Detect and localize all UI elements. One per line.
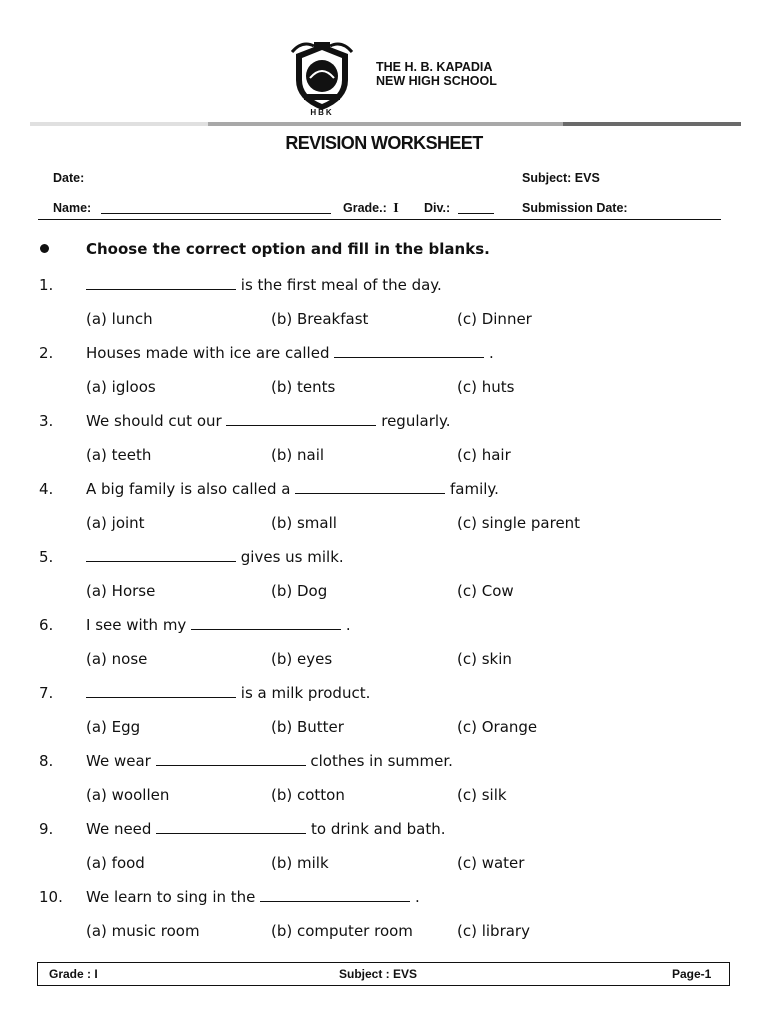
submission-date-label: Submission Date:	[522, 201, 628, 215]
answer-option: (b) computer room	[271, 922, 413, 940]
question-pre-text: We need	[86, 820, 152, 838]
question-text	[86, 276, 442, 294]
question-number: 4.	[39, 480, 54, 498]
question-number: 1.	[39, 276, 54, 294]
answer-option: (a) music room	[86, 922, 200, 940]
question-pre-text: We should cut our	[86, 412, 222, 430]
grade-field	[343, 201, 399, 217]
answer-option: (c) single parent	[457, 514, 581, 532]
answer-option: (c) huts	[457, 378, 515, 396]
question-pre-text: We learn to sing in the	[86, 888, 256, 906]
answer-blank[interactable]	[86, 277, 236, 290]
answer-option: (b) milk	[271, 854, 329, 872]
answer-option: (a) nose	[86, 650, 148, 668]
answer-option: (b) tents	[271, 378, 336, 396]
answer-option: (c) water	[457, 854, 525, 872]
question-post-text: .	[489, 344, 494, 362]
answer-option: (b) eyes	[271, 650, 333, 668]
answer-option: (a) Egg	[86, 718, 141, 736]
question-text	[86, 684, 370, 702]
date-label: Date:	[53, 171, 85, 185]
question-number: 2.	[39, 344, 54, 362]
answer-blank[interactable]	[334, 345, 484, 358]
subject-field	[522, 171, 600, 185]
div-label: Div.:	[424, 201, 451, 215]
answer-option: (a) woollen	[86, 786, 170, 804]
answer-blank[interactable]	[86, 549, 236, 562]
subject-label: Subject:	[522, 171, 572, 185]
answer-option: (b) cotton	[271, 786, 345, 804]
grade-value: I	[393, 201, 399, 216]
question-post-text: to drink and bath.	[311, 820, 446, 838]
answer-option: (b) nail	[271, 446, 325, 464]
div-field-line[interactable]	[458, 213, 494, 214]
answer-option: (a) food	[86, 854, 145, 872]
question-post-text: regularly.	[381, 412, 451, 430]
info-divider	[38, 219, 721, 220]
question-post-text: .	[414, 888, 420, 906]
question-number: 9.	[39, 820, 54, 838]
answer-blank[interactable]	[226, 413, 376, 426]
answer-option: (c) library	[457, 922, 530, 940]
question-text	[86, 412, 451, 430]
question-number: 8.	[39, 752, 54, 770]
question-pre-text: A big family is also called a	[86, 480, 291, 498]
school-name-line2: NEW HIGH SCHOOL	[376, 74, 497, 88]
header-rule-right	[563, 122, 741, 126]
question-pre-text: Houses made with ice are called	[86, 344, 330, 362]
question-number: 7.	[39, 684, 54, 702]
answer-option: (a) teeth	[86, 446, 152, 464]
question-post-text: gives us milk.	[240, 548, 344, 566]
question-text	[86, 480, 499, 498]
footer-page: Page-1	[672, 967, 712, 981]
bullet-icon	[40, 244, 49, 253]
question-number: 5.	[39, 548, 54, 566]
answer-option: (c) Dinner	[457, 310, 532, 328]
footer-subject: Subject : EVS	[339, 967, 418, 981]
answer-option: (c) Orange	[457, 718, 538, 736]
answer-blank[interactable]	[295, 481, 445, 494]
logo-text: HBK	[310, 108, 334, 116]
answer-option: (c) hair	[457, 446, 511, 464]
answer-option: (a) joint	[86, 514, 145, 532]
header-rule-middle	[208, 122, 563, 126]
answer-blank[interactable]	[191, 617, 341, 630]
question-pre-text: I see with my	[86, 616, 187, 634]
question-post-text: is the first meal of the day.	[240, 276, 442, 294]
answer-option: (b) Dog	[271, 582, 328, 600]
answer-option: (a) igloos	[86, 378, 156, 396]
footer-grade: Grade : I	[49, 967, 98, 981]
question-post-text: is a milk product.	[240, 684, 371, 702]
answer-option: (a) lunch	[86, 310, 153, 328]
answer-option: (c) Cow	[457, 582, 514, 600]
question-post-text: clothes in summer.	[310, 752, 453, 770]
answer-blank[interactable]	[86, 685, 236, 698]
school-name-line1: THE H. B. KAPADIA	[376, 60, 493, 74]
answer-blank[interactable]	[260, 889, 410, 902]
grade-label: Grade.:	[343, 201, 387, 215]
question-number: 10.	[39, 888, 63, 906]
school-logo	[282, 36, 362, 116]
subject-value: EVS	[574, 171, 600, 185]
answer-option: (b) small	[271, 514, 337, 532]
answer-option: (a) Horse	[86, 582, 156, 600]
question-text	[86, 548, 344, 566]
answer-option: (c) skin	[457, 650, 512, 668]
question-number: 3.	[39, 412, 54, 430]
question-text	[86, 752, 453, 770]
worksheet-title: REVISION WORKSHEET	[285, 133, 483, 153]
name-label: Name:	[53, 201, 92, 215]
question-text	[86, 820, 446, 838]
answer-option: (b) Breakfast	[271, 310, 369, 328]
header-rule-left	[30, 122, 208, 126]
question-number: 6.	[39, 616, 54, 634]
school-name	[376, 60, 497, 88]
answer-blank[interactable]	[156, 821, 306, 834]
question-text	[86, 344, 494, 362]
answer-option: (c) silk	[457, 786, 507, 804]
instruction-text: Choose the correct option and fill in the blanks.	[86, 240, 490, 258]
question-post-text: .	[345, 616, 351, 634]
name-field-line[interactable]	[101, 213, 331, 214]
question-text	[86, 888, 420, 906]
question-post-text: family.	[450, 480, 499, 498]
answer-blank[interactable]	[156, 753, 306, 766]
question-pre-text: We wear	[86, 752, 151, 770]
question-text	[86, 616, 351, 634]
answer-option: (b) Butter	[271, 718, 344, 736]
